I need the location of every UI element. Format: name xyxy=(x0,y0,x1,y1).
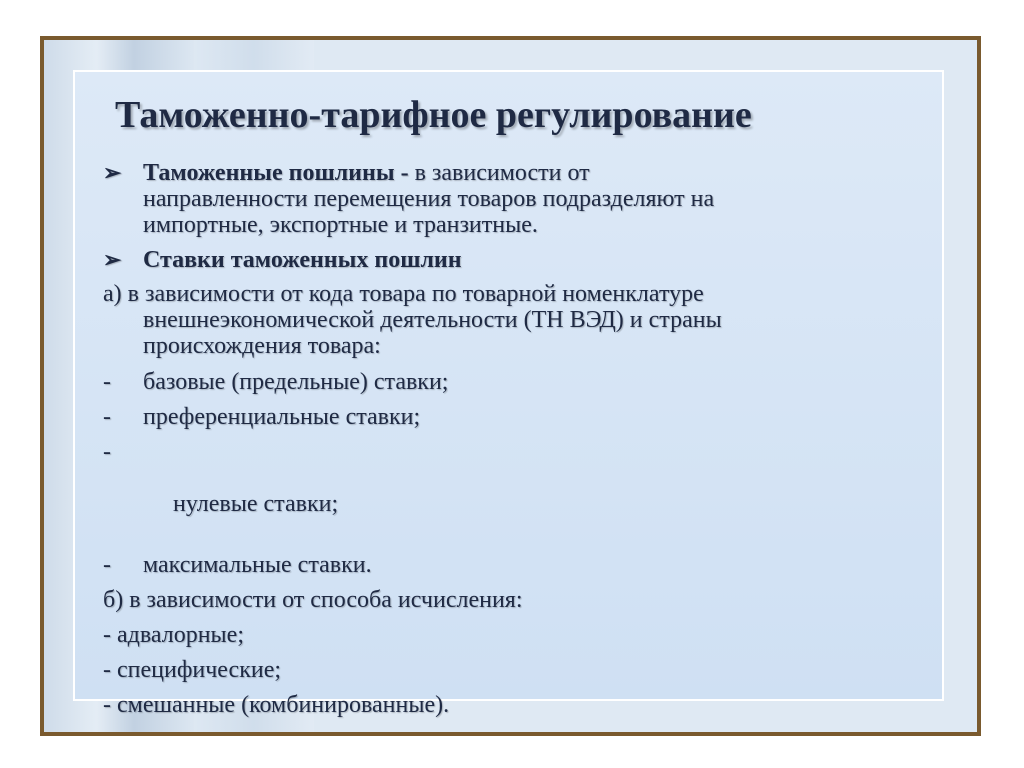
dash-marker: - xyxy=(103,439,111,465)
bullet-continuation: импортные, экспортные и транзитные. xyxy=(143,212,538,238)
bullet-heading: Таможенные пошлины - xyxy=(143,160,409,186)
section-b-heading: б) в зависимости от способа исчисления: xyxy=(103,587,523,613)
dash-marker: - xyxy=(103,552,111,578)
bullet-text: в зависимости от xyxy=(414,160,590,186)
dash-item xyxy=(103,369,893,395)
section-a-line: внешнеэкономической деятельности (ТН ВЭД) и страны xyxy=(143,307,722,333)
dash-marker: - xyxy=(103,404,111,430)
bullet-continuation: направленности перемещения товаров подразделяют на xyxy=(143,186,715,212)
section-a-line: происхождения товара: xyxy=(143,333,381,359)
slide-title: Таможенно-тарифное регулирование xyxy=(115,94,752,136)
arrow-bullet-icon: ➢ xyxy=(103,160,122,185)
dash-item xyxy=(103,552,893,578)
slide-content xyxy=(103,160,893,718)
list-item: - смешанные (комбинированные). xyxy=(103,692,450,718)
section-a-line: а) в зависимости от кода товара по товарной номенклатуре xyxy=(103,281,704,307)
list-item: - специфические; xyxy=(103,657,282,683)
bullet-item xyxy=(103,247,893,273)
dash-item-text: максимальные ставки. xyxy=(143,552,372,578)
dash-item xyxy=(103,439,893,543)
dash-item-text: базовые (предельные) ставки; xyxy=(143,369,449,395)
dash-item-text: преференциальные ставки; xyxy=(143,404,421,430)
bullet-heading: Ставки таможенных пошлин xyxy=(143,247,462,273)
bullet-item xyxy=(103,160,893,186)
dash-marker: - xyxy=(103,369,111,395)
dash-item-text: нулевые ставки; xyxy=(167,491,339,517)
dash-item xyxy=(103,404,893,430)
arrow-bullet-icon: ➢ xyxy=(103,247,122,272)
list-item: - адвалорные; xyxy=(103,622,244,648)
